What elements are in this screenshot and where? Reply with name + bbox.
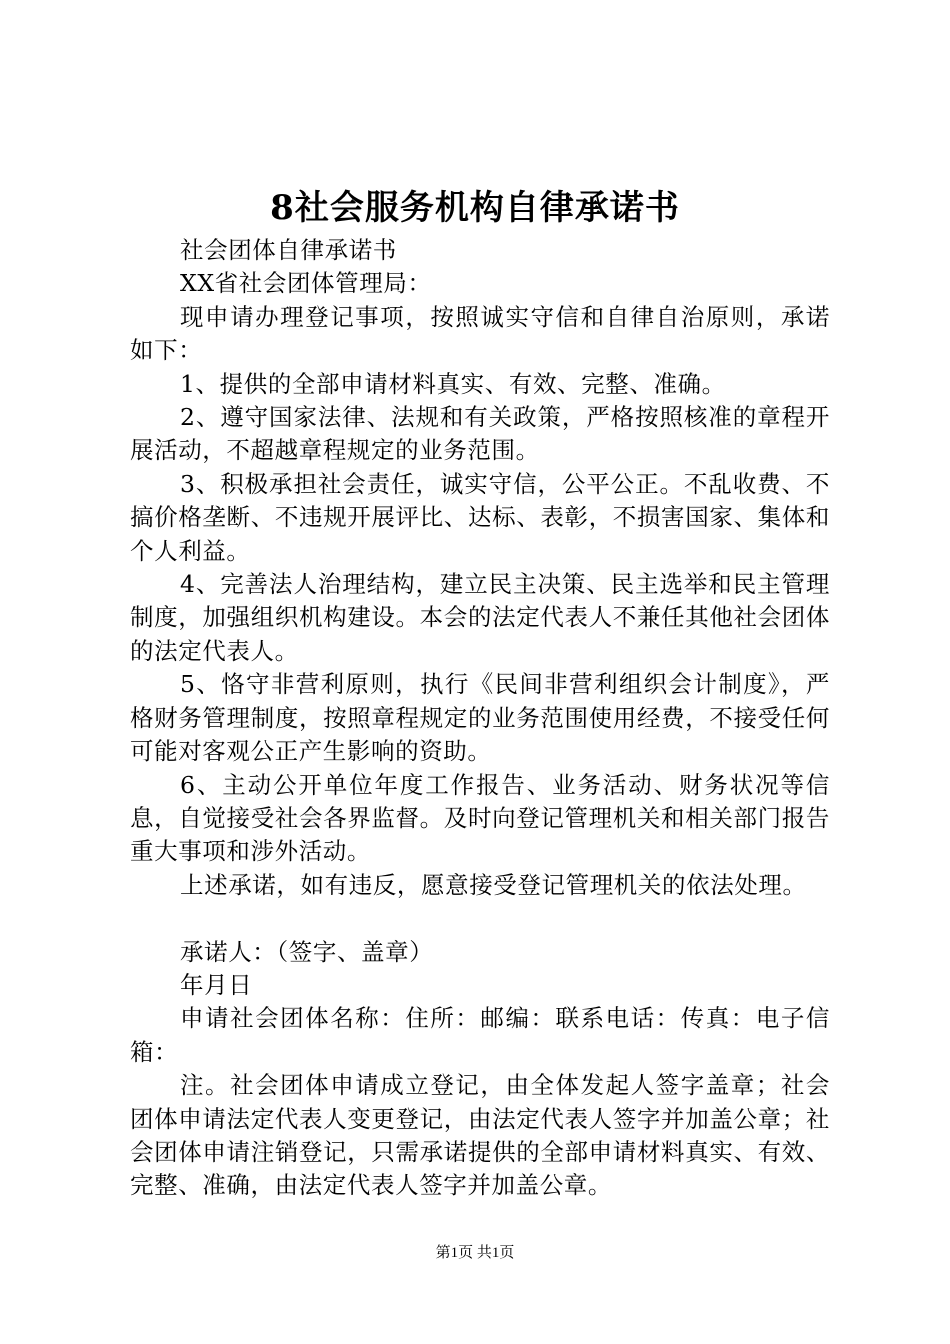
commitment-item-3: 3、积极承担社会责任，诚实守信，公平公正。不乱收费、不搞价格垄断、不违规开展评比、达标、表彰，不损害国家、集体和个人利益。 bbox=[130, 469, 830, 565]
commitment-item-4: 4、完善法人治理结构，建立民主决策、民主选举和民主管理制度，加强组织机构建设。本会的法定代表人不兼任其他社会团体的法定代表人。 bbox=[130, 570, 830, 665]
intro-paragraph: 现申请办理登记事项，按照诚实守信和自律自治原则，承诺如下： bbox=[130, 302, 830, 365]
note-paragraph: 注。社会团体申请成立登记，由全体发起人签字盖章；社会团体申请法定代表人变更登记，由法定代表人签字并加盖公章；社会团体申请注销登记，只需承诺提供的全部申请材料真实、有效、完整、准确，由法定代表人签字并加盖公章。 bbox=[130, 1071, 830, 1200]
date-line: 年月日 bbox=[180, 970, 253, 999]
commitment-item-6: 6、主动公开单位年度工作报告、业务活动、财务状况等信息，自觉接受社会各界监督。及时向登记管理机关和相关部门报告重大事项和涉外活动。 bbox=[130, 770, 830, 866]
document-title: 8社会服务机构自律承诺书 bbox=[270, 188, 680, 228]
applicant-info-line: 申请社会团体名称：住所：邮编：联系电话：传真：电子信箱： bbox=[130, 1004, 830, 1066]
commitment-item-1: 1、提供的全部申请材料真实、有效、完整、准确。 bbox=[180, 369, 726, 398]
closing-statement: 上述承诺，如有违反，愿意接受登记管理机关的依法处理。 bbox=[180, 870, 807, 899]
subtitle-paragraph: 社会团体自律承诺书 bbox=[180, 236, 397, 264]
blank-line bbox=[130, 902, 830, 935]
commitment-item-5: 5、恪守非营利原则，执行《民间非营利组织会计制度》，严格财务管理制度，按照章程规定的业务范围使用经费，不接受任何可能对客观公正产生影响的资助。 bbox=[130, 670, 830, 766]
addressee-paragraph: XX省社会团体管理局： bbox=[180, 269, 432, 298]
document-body bbox=[130, 234, 830, 1203]
signatory-line: 承诺人：（签字、盖章） bbox=[180, 937, 434, 966]
commitment-item-2: 2、遵守国家法律、法规和有关政策，严格按照核准的章程开展活动，不超越章程规定的业务范围。 bbox=[130, 403, 830, 465]
page-indicator: 第1页 共1页 bbox=[435, 1245, 515, 1261]
